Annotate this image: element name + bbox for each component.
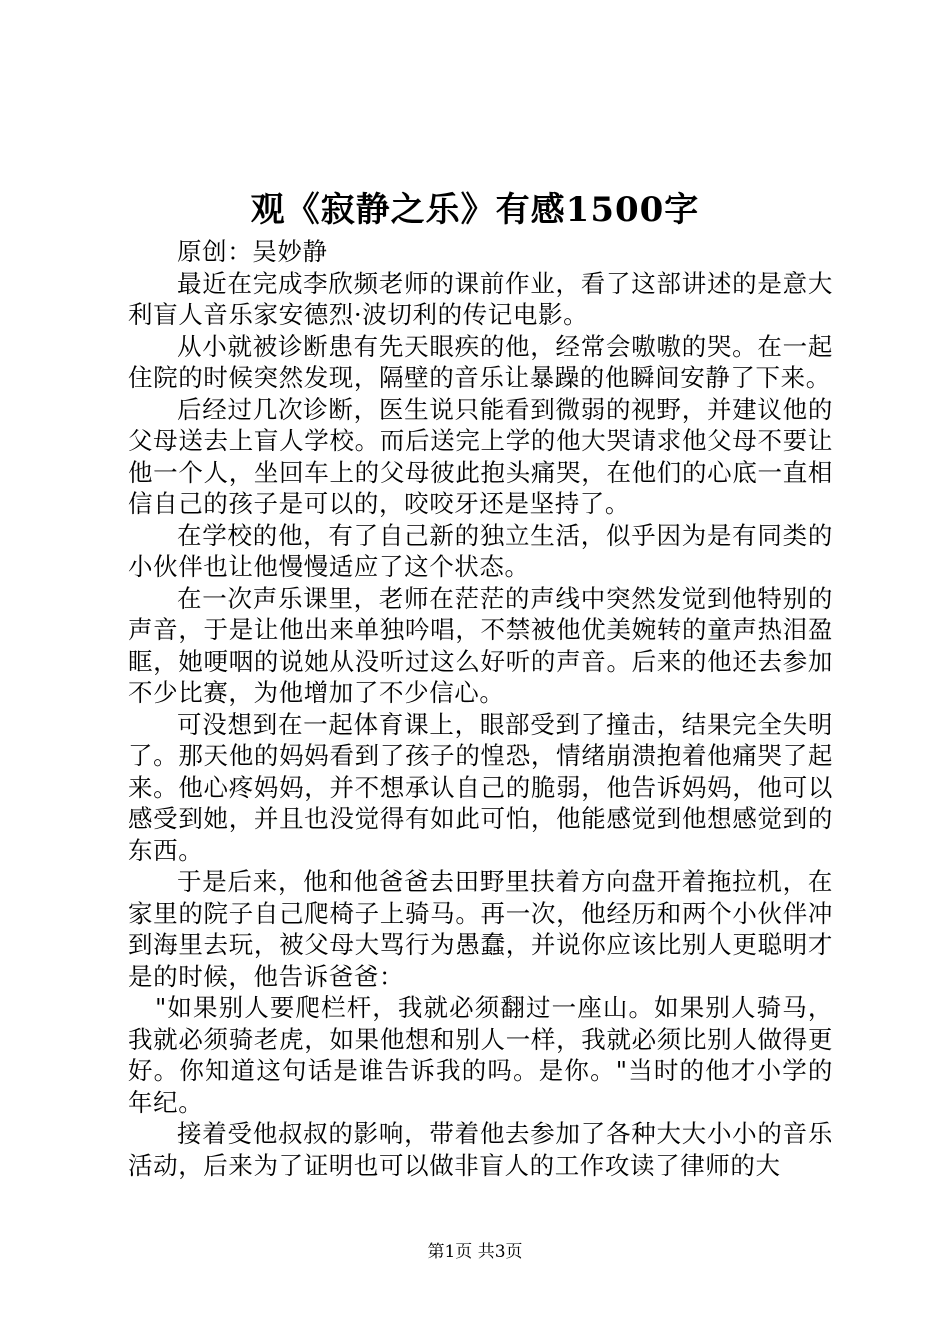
paragraph: 可没想到在一起体育课上，眼部受到了撞击，结果完全失明了。那天他的妈妈看到了孩子的惶恐，情绪崩溃抱着他痛哭了起来。他心疼妈妈，并不想承认自己的脆弱，他告诉妈妈，他可以感受到她，并且也没觉得有如此可怕，他能感觉到他想感觉到的东西。 <box>128 709 833 865</box>
quote-paragraph: "如果别人要爬栏杆，我就必须翻过一座山。如果别人骑马，我就必须骑老虎，如果他想和别人一样，我就必须比别人做得更好。你知道这句话是谁告诉我的吗。是你。"当时的他才小学的年纪。 <box>128 993 833 1117</box>
page-footer: 第1页 共3页 <box>427 1242 523 1262</box>
paragraph: 接着受他叔叔的影响，带着他去参加了各种大大小小的音乐活动，后来为了证明也可以做非盲人的工作攻读了律师的大 <box>128 1119 833 1180</box>
paragraph: 最近在完成李欣频老师的课前作业，看了这部讲述的是意大利盲人音乐家安德烈·波切利的传记电影。 <box>128 268 833 329</box>
paragraph: 后经过几次诊断，医生说只能看到微弱的视野，并建议他的父母送去上盲人学校。而后送完上学的他大哭请求他父母不要让他一个人，坐回车上的父母彼此抱头痛哭，在他们的心底一直相信自己的孩子是可以的，咬咬牙还是坚持了。 <box>128 394 833 518</box>
paragraph: 在一次声乐课里，老师在茫茫的声线中突然发觉到他特别的声音，于是让他出来单独吟唱，不禁被他优美婉转的童声热泪盈眶，她哽咽的说她从没听过这么好听的声音。后来的他还去参加不少比赛，为他增加了不少信心。 <box>128 583 833 707</box>
paragraph: 于是后来，他和他爸爸去田野里扶着方向盘开着拖拉机，在家里的院子自己爬椅子上骑马。再一次，他经历和两个小伙伴冲到海里去玩，被父母大骂行为愚蠢，并说你应该比别人更聪明才是的时候，他告诉爸爸： <box>128 867 833 991</box>
author-line: 原创：吴妙静 <box>177 237 328 266</box>
document-body <box>128 236 833 1181</box>
document-title: 观《寂静之乐》有感1500字 <box>250 190 700 230</box>
paragraph: 在学校的他，有了自己新的独立生活，似乎因为是有同类的小伙伴也让他慢慢适应了这个状态。 <box>128 520 833 581</box>
paragraph: 从小就被诊断患有先天眼疾的他，经常会嗷嗷的哭。在一起住院的时候突然发现，隔壁的音乐让暴躁的他瞬间安静了下来。 <box>128 331 833 392</box>
